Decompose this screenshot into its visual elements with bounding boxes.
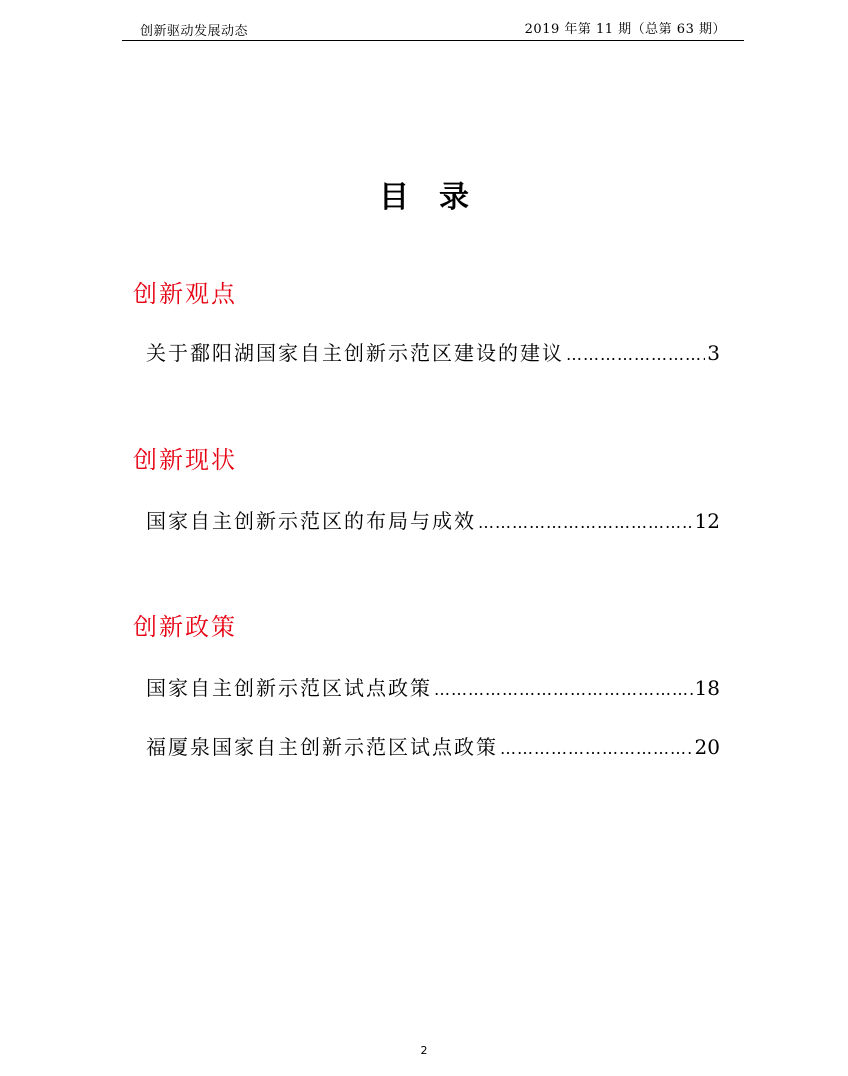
toc-entry-page: 12 [694, 509, 720, 533]
toc-entry-title: 国家自主创新示范区试点政策 [146, 676, 432, 700]
issue-info: 2019 年第 11 期（总第 63 期） [524, 22, 726, 37]
toc-entry[interactable] [146, 731, 720, 760]
toc-entry-page: 3 [707, 341, 720, 365]
section-heading-innovation-policy: 创新政策 [133, 613, 237, 641]
toc-entry-page: 20 [694, 735, 720, 759]
toc-entry-title: 国家自主创新示范区的布局与成效 [146, 509, 476, 533]
toc-leader-dots [434, 680, 693, 699]
toc-entry[interactable] [146, 505, 720, 534]
toc-entry-title: 福厦泉国家自主创新示范区试点政策 [146, 735, 498, 759]
section-heading-innovation-views: 创新观点 [133, 280, 237, 308]
toc-leader-dots [478, 513, 693, 532]
page-number: 2 [420, 1044, 428, 1057]
toc-entry[interactable] [146, 672, 720, 701]
toc-entry[interactable] [146, 337, 720, 366]
toc-entry-page: 18 [694, 676, 720, 700]
publication-name: 创新驱动发展动态 [140, 24, 249, 39]
page-header [122, 14, 744, 41]
toc-entry-title: 关于鄱阳湖国家自主创新示范区建设的建议 [146, 341, 564, 365]
section-heading-innovation-status: 创新现状 [133, 446, 237, 474]
toc-leader-dots [500, 739, 693, 758]
toc-leader-dots [566, 345, 705, 364]
toc-title: 目录 [379, 180, 499, 215]
